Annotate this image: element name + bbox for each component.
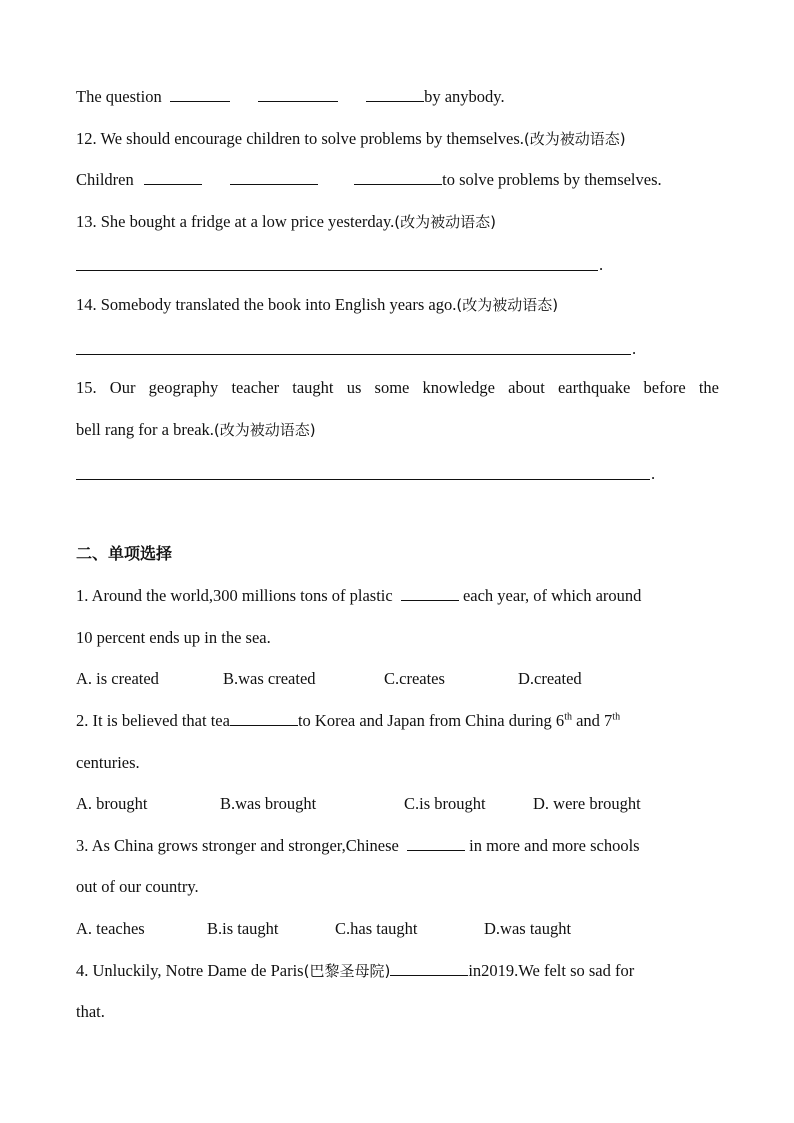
q12-answer-suffix: to solve problems by themselves. [442,170,662,189]
q11-blank-1[interactable] [170,86,230,102]
q11-blank-2[interactable] [258,86,338,102]
mc2-text-b: to Korea and Japan from China during 6 [297,711,565,730]
mc1-option-d[interactable]: D.created [518,669,582,688]
q12-prompt: 12. We should encourage children to solve problems by themselves. [76,129,524,148]
mc4-text-cn: (巴黎圣母院) [303,962,391,980]
mc2-option-b[interactable]: B.was brought [220,794,317,813]
mc3-line-1 [76,835,719,857]
mc3-option-c[interactable]: C.has taught [335,919,418,938]
q12-blank-1[interactable] [144,169,202,185]
q15-prompt-2: bell rang for a break. [76,420,214,439]
q15-prompt-line-2 [76,419,719,441]
q12-instruction: (改为被动语态) [523,130,626,148]
mc2-sup-2: th [612,711,621,723]
mc2-text-c: and 7 [571,711,613,730]
q12-answer-line [76,169,719,191]
q12-blank-2[interactable] [230,169,318,185]
mc3-option-a[interactable]: A. teaches [76,919,145,938]
q15-period: . [651,464,656,483]
q12-answer-prefix: Children [76,170,134,189]
mc2-blank[interactable] [230,710,298,726]
q11-answer-line [76,86,719,108]
mc1-option-a[interactable]: A. is created [76,669,159,688]
q14-period: . [632,339,637,358]
q14-prompt-line [76,294,719,316]
mc3-text-b: in more and more schools [469,836,640,855]
mc1-text-a: 1. Around the world,300 millions tons of plastic [76,586,393,605]
q13-prompt: 13. She bought a fridge at a low price yesterday. [76,212,395,231]
section-heading: 二、单项选择 [76,544,173,563]
q13-period: . [599,255,604,274]
mc3-blank[interactable] [407,835,465,851]
mc2-option-c[interactable]: C.is brought [404,794,486,813]
q14-instruction: (改为被动语态) [456,296,559,314]
mc4-line-1 [76,960,719,982]
q12-blank-3[interactable] [354,169,442,185]
mc3-option-b[interactable]: B.is taught [207,919,279,938]
q15-prompt-line-1: 15. Our geography teacher taught us some knowledge about earthquake before the [76,378,719,397]
mc4-text-a: 4. Unluckily, Notre Dame de Paris [76,961,304,980]
mc1-option-c[interactable]: C.creates [384,669,445,688]
mc3-text-a: 3. As China grows stronger and stronger,Chinese [76,836,399,855]
q15-instruction: (改为被动语态) [213,421,316,439]
q11-prefix: The question [76,87,162,106]
mc1-option-b[interactable]: B.was created [223,669,316,688]
mc4-line-2: that. [76,1002,105,1021]
q14-prompt: 14. Somebody translated the book into English years ago. [76,295,457,314]
mc2-option-a[interactable]: A. brought [76,794,148,813]
mc2-line-1 [76,710,719,732]
mc2-option-d[interactable]: D. were brought [533,794,641,813]
q13-instruction: (改为被动语态) [394,213,497,231]
mc1-blank[interactable] [401,585,459,601]
q14-answer-rule[interactable] [76,354,631,355]
mc2-text-a: 2. It is believed that tea [76,711,230,730]
mc2-sup-1: th [564,711,572,723]
mc3-line-2: out of our country. [76,877,199,896]
q13-prompt-line [76,211,719,233]
q11-suffix: by anybody. [424,87,505,106]
q13-answer-rule[interactable] [76,270,598,271]
mc1-text-b: each year, of which around [462,586,642,605]
mc3-option-d[interactable]: D.was taught [484,919,572,938]
mc2-line-2: centuries. [76,753,140,772]
mc4-blank[interactable] [390,960,468,976]
mc1-line-2: 10 percent ends up in the sea. [76,628,271,647]
q11-blank-3[interactable] [366,86,424,102]
q12-prompt-line [76,128,719,150]
q15-answer-rule[interactable] [76,479,650,480]
mc4-text-b: in2019.We felt so sad for [468,961,635,980]
mc1-line-1 [76,585,719,607]
